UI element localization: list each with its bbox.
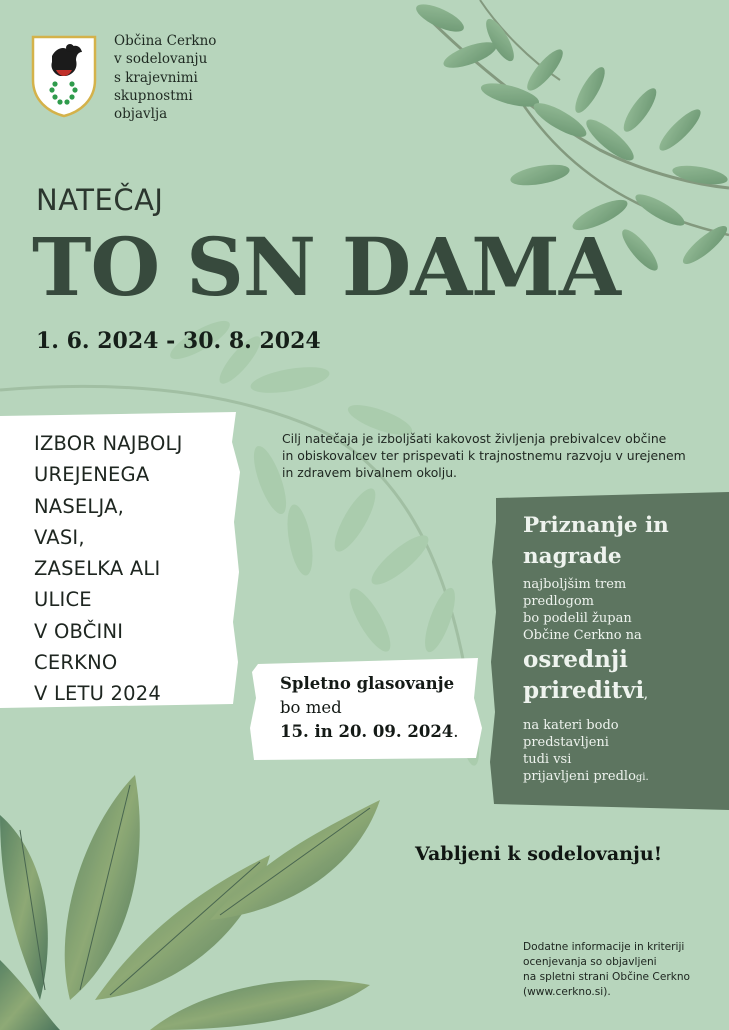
- bottom-left-leaves: [0, 775, 380, 1030]
- invitation-text: Vabljeni k sodelovanju!: [415, 843, 663, 865]
- contest-dates: 1. 6. 2024 - 30. 8. 2024: [36, 328, 321, 354]
- awards-line-last: [523, 768, 669, 786]
- issuer-line: skupnostmi: [114, 87, 193, 104]
- voting-period: .: [453, 722, 459, 741]
- awards-line: bo podelil župan: [523, 611, 632, 626]
- awards-line: predlogom: [523, 594, 595, 609]
- intro-line: Cilj natečaja je izboljšati kakovost življenja prebivalcev občine: [282, 431, 667, 446]
- issuer-line: s krajevnimi: [114, 69, 198, 86]
- page-title: TO SN DAMA: [32, 220, 620, 314]
- kicker-heading: NATEČAJ: [36, 183, 164, 217]
- selection-line: NASELJA,: [34, 494, 125, 518]
- awards-heading: nagrade: [523, 544, 622, 569]
- voting-dates-line: [280, 720, 459, 744]
- awards-heading: Priznanje in: [523, 513, 669, 538]
- awards-line: najboljšim trem: [523, 577, 627, 592]
- issuer-text: [114, 32, 254, 123]
- awards-card: [490, 492, 729, 810]
- intro-line: in obiskovalcev ter prispevati k trajnostnemu razvoju v urejenem: [282, 448, 686, 463]
- awards-line: na kateri bodo: [523, 718, 619, 733]
- selection-line: CERKNO: [34, 651, 118, 675]
- awards-event: osrednji: [523, 646, 628, 673]
- issuer-line: objavlja: [114, 106, 168, 123]
- awards-event-comma: ,: [644, 690, 648, 701]
- selection-line: VASI,: [34, 525, 85, 549]
- municipality-crest-logo: [30, 34, 98, 118]
- issuer-line: Občina Cerkno: [114, 33, 217, 49]
- awards-event: prireditvi: [523, 677, 645, 704]
- voting-card: [250, 658, 482, 760]
- awards-event-line: [523, 675, 669, 711]
- footer-line: na spletni strani Občine Cerkno: [523, 971, 691, 983]
- footer-line: ocenjevanja so objavljeni: [523, 956, 657, 968]
- footer-info: [523, 940, 723, 1000]
- voting-dates: 15. in 20. 09. 2024: [280, 722, 454, 741]
- awards-line: predstavljeni: [523, 735, 609, 750]
- selection-line: UREJENEGA: [34, 463, 150, 487]
- footer-line: (www.cerkno.si).: [523, 986, 611, 998]
- awards-line: Občine Cerkno na: [523, 628, 642, 643]
- selection-card: [0, 412, 240, 708]
- selection-line: V LETU 2024: [34, 682, 161, 706]
- issuer-line: v sodelovanju: [114, 51, 208, 68]
- selection-line: ULICE: [34, 588, 92, 612]
- selection-line: ZASELKA ALI: [34, 557, 161, 581]
- intro-paragraph: [282, 430, 722, 481]
- awards-line-end: gi.: [635, 772, 649, 783]
- voting-heading: Spletno glasovanje: [280, 674, 455, 693]
- intro-line: in zdravem bivalnem okolju.: [282, 465, 457, 480]
- selection-line: IZBOR NAJBOLJ: [34, 432, 183, 455]
- footer-line: Dodatne informacije in kriteriji: [523, 941, 685, 953]
- selection-line: V OBČINI: [34, 619, 124, 643]
- awards-line: prijavljeni predlo: [523, 769, 636, 784]
- awards-line: tudi vsi: [523, 752, 572, 767]
- voting-line: bo med: [280, 698, 342, 717]
